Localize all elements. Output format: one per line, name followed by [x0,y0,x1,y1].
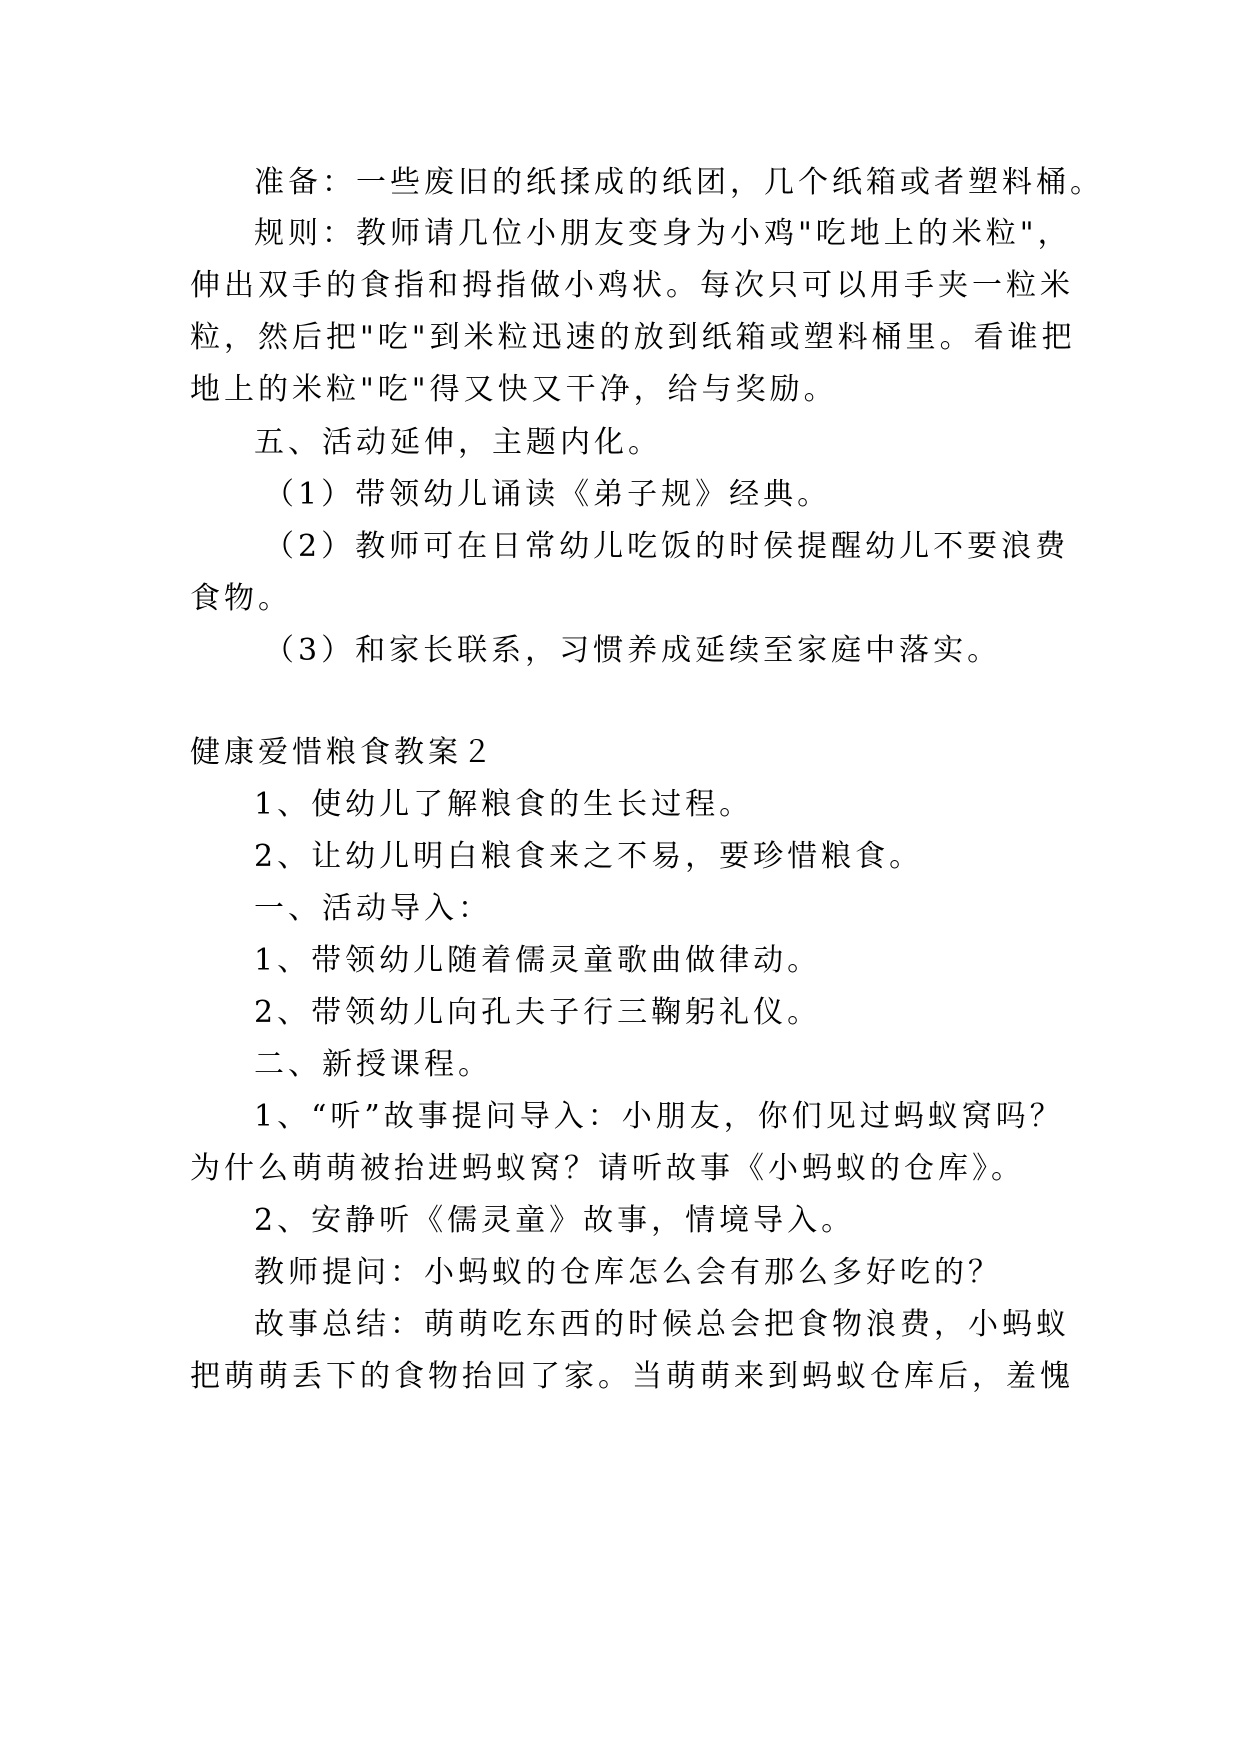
section-heading: 二、新授课程。 [254,1047,492,1082]
list-item: 1、带领幼儿随着儒灵童歌曲做律动。 [254,943,822,978]
text-line: 食物。 [190,581,292,616]
text-line: 把萌萌丢下的食物抬回了家。当萌萌来到蚂蚁仓库后，羞愧 [190,1359,1074,1394]
list-item: 1、使幼儿了解粮食的生长过程。 [254,787,754,822]
document-title: 健康爱惜粮食教案２ [190,735,496,770]
text-line: 粒，然后把"吃"到米粒迅速的放到纸箱或塑料桶里。看谁把 [190,320,1076,355]
list-item: （2）教师可在日常幼儿吃饭的时侯提醒幼儿不要浪费 [264,529,1070,564]
list-item: （3）和家长联系，习惯养成延续至家庭中落实。 [264,633,1002,668]
list-item: （1）带领幼儿诵读《弟子规》经典。 [264,477,832,512]
text-line: 地上的米粒"吃"得又快又干净，给与奖励。 [190,372,838,407]
text-line: 教师提问：小蚂蚁的仓库怎么会有那么多好吃的？ [254,1255,1002,1290]
list-item: 2、让幼儿明白粮食来之不易，要珍惜粮食。 [254,839,924,874]
section-heading: 五、活动延伸，主题内化。 [254,425,662,460]
list-item: 1、“听”故事提问导入：小朋友，你们见过蚂蚁窝吗？ [254,1099,1064,1134]
text-line: 伸出双手的食指和拇指做小鸡状。每次只可以用手夹一粒米 [190,268,1074,303]
section-heading: 一、活动导入： [254,891,492,926]
list-item: 2、安静听《儒灵童》故事，情境导入。 [254,1203,856,1238]
text-line: 为什么萌萌被抬进蚂蚁窝？请听故事《小蚂蚁的仓库》。 [190,1151,1025,1186]
text-line-rules: 规则：教师请几位小朋友变身为小鸡"吃地上的米粒"， [254,216,1072,251]
text-line: 故事总结：萌萌吃东西的时候总会把食物浪费，小蚂蚁 [254,1307,1070,1342]
list-item: 2、带领幼儿向孔夫子行三鞠躬礼仪。 [254,995,822,1030]
text-line-preparation: 准备：一些废旧的纸揉成的纸团，几个纸箱或者塑料桶。 [254,165,1104,200]
